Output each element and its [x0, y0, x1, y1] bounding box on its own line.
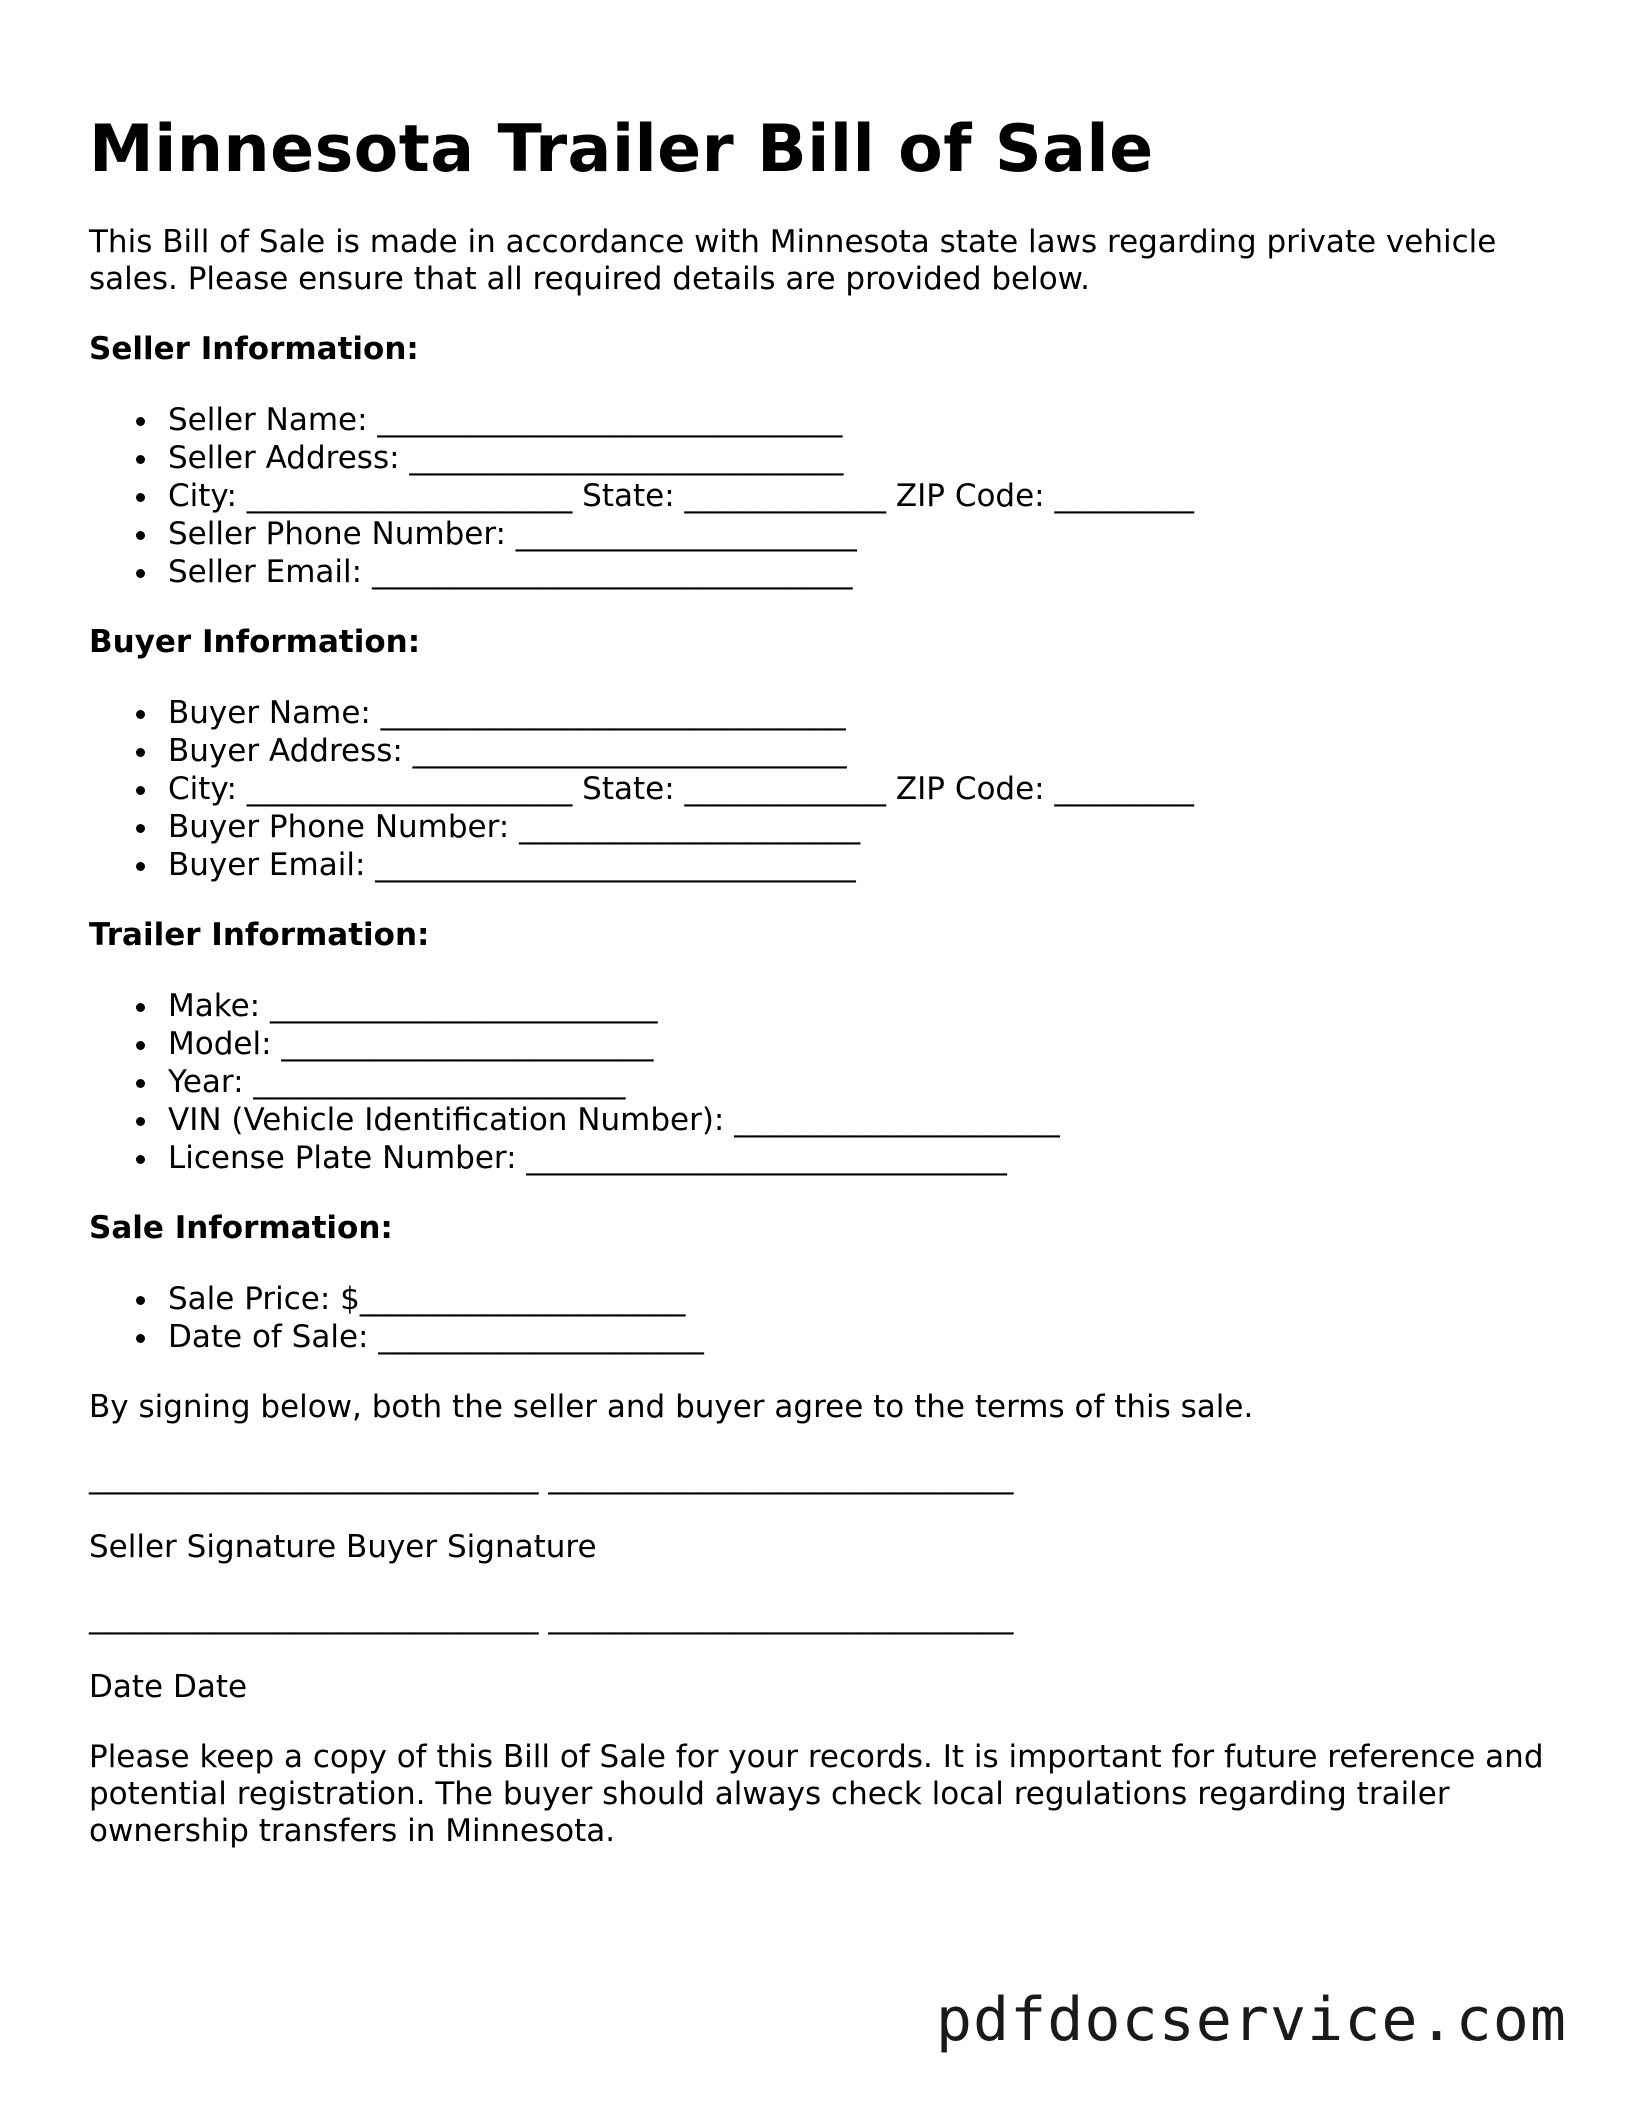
- sale-price-field: Sale Price: $_____________________: [168, 1280, 1549, 1318]
- buyer-section-heading: Buyer Information:: [89, 624, 421, 660]
- agreement-statement: By signing below, both the seller and buyer agree to the terms of this sale.: [89, 1389, 1254, 1425]
- sale-field-list: [89, 1280, 1549, 1356]
- seller-field-list: [89, 401, 1549, 591]
- seller-location-row: [168, 477, 1549, 515]
- buyer-phone-field: Buyer Phone Number: ______________________: [168, 808, 1549, 846]
- trailer-make-field: Make: _________________________: [168, 987, 1549, 1025]
- trailer-section-heading: Trailer Information:: [89, 917, 430, 953]
- seller-section-heading: Seller Information:: [89, 331, 419, 367]
- document-page: [89, 110, 1549, 1850]
- trailer-year-field: Year: ________________________: [168, 1063, 1549, 1101]
- seller-state-field: State: _____________: [582, 478, 887, 514]
- seller-phone-field: Seller Phone Number: ______________________: [168, 515, 1549, 553]
- trailer-model-field: Model: ________________________: [168, 1025, 1549, 1063]
- intro-paragraph: This Bill of Sale is made in accordance with Minnesota state laws regarding private vehicle sales. Please ensure that all required details are provided below.: [89, 224, 1497, 297]
- seller-email-field: Seller Email: _______________________________: [168, 553, 1549, 591]
- signature-labels: Seller Signature Buyer Signature: [89, 1529, 597, 1565]
- buyer-name-field: Buyer Name: ______________________________: [168, 694, 1549, 732]
- buyer-location-row: [168, 770, 1549, 808]
- trailer-plate-field: License Plate Number: _______________________________: [168, 1139, 1549, 1177]
- trailer-field-list: [89, 987, 1549, 1177]
- buyer-zip-field: ZIP Code: _________: [895, 771, 1194, 807]
- buyer-email-field: Buyer Email: _______________________________: [168, 846, 1549, 884]
- signature-lines: _____________________________ ______________________________: [89, 1459, 1014, 1495]
- sale-date-field: Date of Sale: _____________________: [168, 1318, 1549, 1356]
- seller-zip-field: ZIP Code: _________: [895, 478, 1194, 514]
- date-lines: _____________________________ ______________________________: [89, 1599, 1014, 1635]
- buyer-state-field: State: _____________: [582, 771, 887, 807]
- document-title: Minnesota Trailer Bill of Sale: [89, 112, 1154, 187]
- seller-name-field: Seller Name: ______________________________: [168, 401, 1549, 439]
- buyer-address-field: Buyer Address: ____________________________: [168, 732, 1549, 770]
- date-labels: Date Date: [89, 1669, 248, 1705]
- buyer-field-list: [89, 694, 1549, 884]
- seller-city-field: City: _____________________: [168, 478, 573, 514]
- sale-section-heading: Sale Information:: [89, 1210, 393, 1246]
- buyer-city-field: City: _____________________: [168, 771, 573, 807]
- watermark-text: pdfdocservice.com: [935, 1985, 1567, 2055]
- seller-address-field: Seller Address: ____________________________: [168, 439, 1549, 477]
- closing-paragraph: Please keep a copy of this Bill of Sale for your records. It is important for future reference and potential registration. The buyer should always check local regulations regarding trailer ownership transfers in Minnesota.: [89, 1739, 1544, 1849]
- trailer-vin-field: VIN (Vehicle Identification Number): _____________________: [168, 1101, 1549, 1139]
